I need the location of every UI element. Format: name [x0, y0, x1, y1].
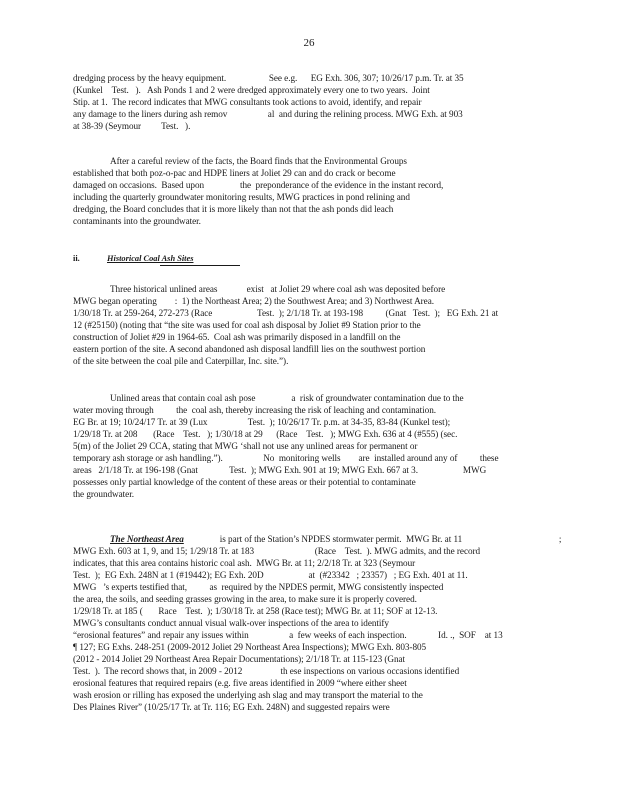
- page-number: 26: [303, 37, 315, 49]
- text-line: construction of Joliet #29 in 1964-65. Coal ash was primarily disposed in a landfill on the: [73, 332, 401, 342]
- text-line: 12 (#25150) (noting that “the site was used for coal ash disposal by Joliet #9 Station prior to the: [73, 320, 421, 330]
- text-line: the groundwater.: [73, 489, 134, 499]
- text-line: of the site between the coal pile and Caterpillar, Inc. site.”).: [73, 356, 289, 366]
- text-line: MWG ’s experts testified that, as required by the NPDES permit, MWG consistently inspected: [73, 582, 444, 592]
- text-line: possesses only partial knowledge of the content of these areas or their potential to contaminate: [73, 477, 416, 487]
- text-line: MWG began operating : 1) the Northeast Area; 2) the Southwest Area; and 3) Northwest Area.: [73, 296, 434, 306]
- text-line: areas 2/1/18 Tr. at 196-198 (Gnat Test. ); MWG Exh. 901 at 19; MWG Exh. 667 at 3. MWG: [73, 465, 487, 475]
- text-line: (2012 - 2014 Joliet 29 Northeast Area Repair Documentations); 2/1/18 Tr. at 115-123 (Gnat: [73, 654, 406, 664]
- text-line: indicates, that this area contains historic coal ash. MWG Br. at 11; 2/2/18 Tr. at 323 (Seymour: [73, 558, 416, 568]
- text-line: EG Br. at 19; 10/24/17 Tr. at 39 (Lux Test. ); 10/26/17 Tr. p.m. at 34-35, 83-84 (Kunkel test);: [73, 417, 451, 427]
- text-line: MWG’s consultants conduct annual visual walk-over inspections of the area to identify: [73, 618, 389, 628]
- text-line: Des Plaines River” (10/25/17 Tr. at Tr. 116; EG Exh. 248N) and suggested repairs were: [73, 702, 390, 712]
- text-line: Three historical unlined areas exist at Joliet 29 where coal ash was deposited before: [110, 284, 446, 294]
- text-line: Unlined areas that contain coal ash pose a risk of groundwater contamination due to the: [110, 393, 464, 403]
- text-line: Test. ); EG Exh. 248N at 1 (#19442); EG Exh. 20D at (#23342 ; 23357) ; EG Exh. 401 at 11.: [73, 570, 468, 580]
- text-line: erosional features that required repairs (e.g. five areas identified in 2009 “where either sheet: [73, 678, 407, 688]
- text-line: ¶ 127; EG Exhs. 248-251 (2009-2012 Joliet 29 Northeast Area Inspections); MWG Exh. 803-805: [73, 642, 427, 652]
- text-line: wash erosion or rilling has exposed the underlying ash slag and may transport the material to the: [73, 690, 423, 700]
- text-line: the area, the soils, and seeding grasses growing in the area, to make sure it is properly covered.: [73, 594, 417, 604]
- text-line-rest: is part of the Station’s NPDES stormwater permit. MWG Br. at 11 ;: [183, 534, 562, 544]
- section-title: Historical Coal Ash Sites: [107, 254, 194, 263]
- text-line: established that both poz-o-pac and HDPE liners at Joliet 29 can and do crack or become: [73, 168, 396, 178]
- text-line: 1/29/18 Tr. at 185 ( Race Test. ); 1/30/18 Tr. at 258 (Race test); MWG Br. at 11; SOF at 12-13.: [73, 606, 438, 616]
- text-line: MWG Exh. 603 at 1, 9, and 15; 1/29/18 Tr. at 183 (Race Test. ). MWG admits, and the record: [73, 546, 481, 556]
- text-line: Test. ). The record shows that, in 2009 - 2012 th ese inspections on various occasions identified: [73, 666, 460, 676]
- text-line: temporary ash storage or ash handling.”). No monitoring wells are installed around any of these: [73, 453, 499, 463]
- text-line: at 38-39 (Seymour Test. ).: [73, 121, 191, 131]
- text-line: water moving through the coal ash, thereby increasing the risk of leaching and contamination.: [73, 405, 437, 415]
- text-line: (Kunkel Test. ). Ash Ponds 1 and 2 were dredged approximately every one to two years. Joint: [73, 85, 430, 95]
- text-line: After a careful review of the facts, the Board finds that the Environmental Groups: [110, 156, 407, 166]
- text-line: damaged on occasions. Based upon the preponderance of the evidence in the instant record,: [73, 180, 444, 190]
- text-line: any damage to the liners during ash remov al and during the relining process. MWG Exh. at 903: [73, 109, 463, 119]
- text-line: dredging, the Board concludes that it is more likely than not that the ash ponds did leach: [73, 204, 394, 214]
- text-line: contaminants into the groundwater.: [73, 216, 201, 226]
- text-line: 1/29/18 Tr. at 208 (Race Test. ); 1/30/18 at 29 (Race Test. ); MWG Exh. 636 at 4 (#555) (sec.: [73, 429, 458, 439]
- text-line: [110, 533, 561, 545]
- text-line: Stip. at 1. The record indicates that MWG consultants took actions to avoid, identify, and repair: [73, 97, 422, 107]
- text-line: eastern portion of the site. A second abandoned ash disposal landfill lies on the southwest portion: [73, 344, 426, 354]
- heading-underline: [160, 265, 240, 266]
- text-line: “erosional features” and repair any issues within a few weeks of each inspection. Id. ., SOF at 13: [73, 630, 503, 640]
- section-heading: [73, 254, 193, 263]
- text-line: 1/30/18 Tr. at 259-264, 272-273 (Race Test. ); 2/1/18 Tr. at 193-198 (Gnat Test. ); EG Exh. 21 at: [73, 308, 499, 318]
- subsection-lead: The Northeast Area: [110, 534, 184, 544]
- text-line: including the quarterly groundwater monitoring results, MWG practices in pond relining and: [73, 192, 410, 202]
- section-number: ii.: [73, 254, 80, 263]
- text-line: dredging process by the heavy equipment. See e.g. EG Exh. 306, 307; 10/26/17 p.m. Tr. at 35: [73, 73, 464, 83]
- text-line: 5(m) of the Joliet 29 CCA, stating that MWG ‘shall not use any unlined areas for permanent or: [73, 441, 418, 451]
